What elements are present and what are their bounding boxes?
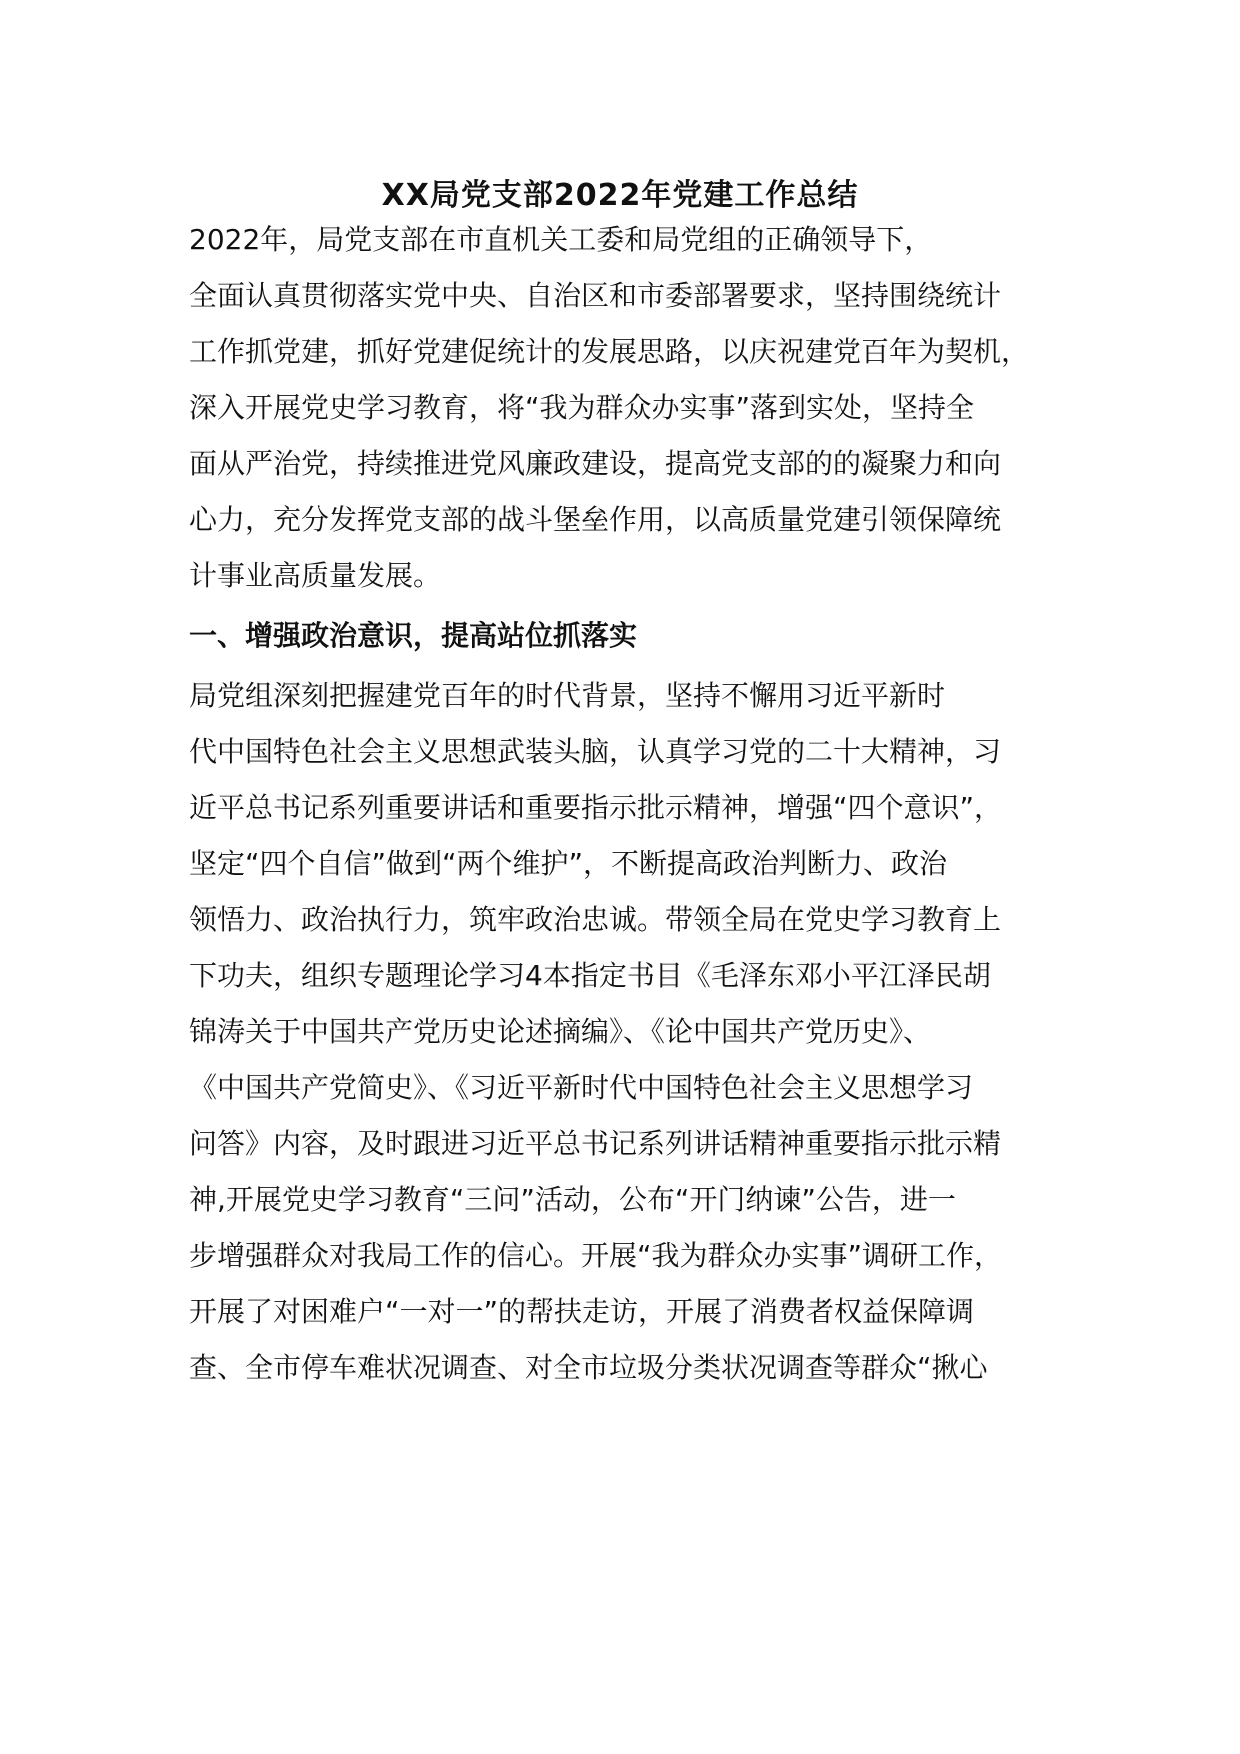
body-line: 心力，充分发挥党支部的战斗堡垒作用，以高质量党建引领保障统 — [189, 503, 1002, 536]
body-line: 开展了对困难户“一对一”的帮扶走访，开展了消费者权益保障调 — [189, 1295, 975, 1328]
body-line: 问答》内容，及时跟进习近平总书记系列讲话精神重要指示批示精 — [189, 1127, 1002, 1160]
body-line: 全面认真贯彻落实党中央、自治区和市委部署要求，坚持围绕统计 — [189, 279, 1002, 312]
body-line: 下功夫，组织专题理论学习4本指定书目《毛泽东邓小平江泽民胡 — [189, 959, 991, 992]
body-line: 2022年，局党支部在市直机关工委和局党组的正确领导下， — [189, 223, 933, 256]
body-line: 查、全市停车难状况调查、对全市垃圾分类状况调查等群众“揪心 — [189, 1351, 988, 1384]
section-heading: 一、增强政治意识，提高站位抓落实 — [189, 619, 638, 652]
body-line: 锦涛关于中国共产党历史论述摘编》、《论中国共产党历史》、 — [189, 1015, 932, 1048]
body-line: 领悟力、政治执行力，筑牢政治忠诚。带领全局在党史学习教育上 — [189, 903, 1002, 936]
body-line: 坚定“四个自信”做到“两个维护”，不断提高政治判断力、政治 — [189, 847, 948, 880]
body-line: 工作抓党建，抓好党建促统计的发展思路，以庆祝建党百年为契机， — [189, 335, 1030, 368]
body-line: 近平总书记系列重要讲话和重要指示批示精神，增强“四个意识”， — [189, 791, 1003, 824]
body-line: 《中国共产党简史》、《习近平新时代中国特色社会主义思想学习 — [189, 1071, 974, 1104]
body-line: 深入开展党史学习教育，将“我为群众办实事”落到实处，坚持全 — [189, 391, 975, 424]
document-title: XX局党支部2022年党建工作总结 — [381, 178, 859, 213]
body-line: 步增强群众对我局工作的信心。开展“我为群众办实事”调研工作， — [189, 1239, 1003, 1272]
body-line: 计事业高质量发展。 — [189, 559, 442, 592]
body-line: 局党组深刻把握建党百年的时代背景，坚持不懈用习近平新时 — [189, 679, 946, 712]
body-line: 神,开展党史学习教育“三问”活动，公布“开门纳谏”公告，进一 — [189, 1183, 956, 1216]
body-line: 代中国特色社会主义思想武装头脑，认真学习党的二十大精神，习 — [189, 735, 1002, 768]
body-line: 面从严治党，持续推进党风廉政建设，提高党支部的的凝聚力和向 — [189, 447, 1002, 480]
